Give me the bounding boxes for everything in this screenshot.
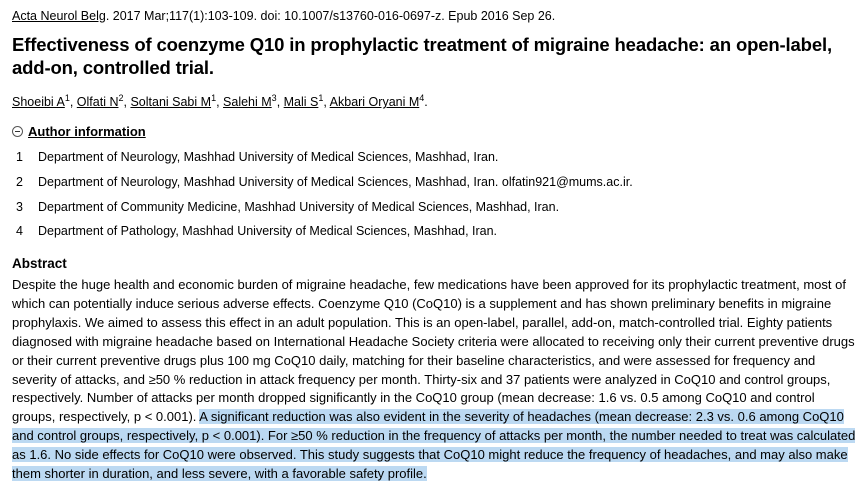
- affiliation-item: [12, 199, 857, 216]
- affiliation-list: [12, 149, 857, 241]
- author-separator: .: [424, 95, 428, 110]
- affiliation-text: Department of Community Medicine, Mashhad University of Medical Sciences, Mashhad, Iran.: [38, 199, 560, 214]
- affiliation-text: Department of Neurology, Mashhad University of Medical Sciences, Mashhad, Iran.: [38, 149, 499, 164]
- affiliation-item: [12, 174, 857, 191]
- author-list: [12, 92, 857, 112]
- journal-name[interactable]: Acta Neurol Belg: [12, 9, 106, 23]
- author-name[interactable]: Mali S: [283, 95, 319, 110]
- affiliation-item: [12, 223, 857, 240]
- affiliation-item: [12, 149, 857, 166]
- author-information-toggle[interactable]: [12, 124, 857, 139]
- author-affiliation-marker[interactable]: 1: [318, 93, 324, 104]
- affiliation-number: 4: [16, 224, 23, 239]
- author-information-label[interactable]: Author information: [28, 123, 146, 139]
- affiliation-number: 3: [16, 199, 23, 214]
- author-separator: ,: [69, 95, 77, 110]
- author-separator: ,: [123, 95, 131, 110]
- affiliation-text: Department of Pathology, Mashhad University of Medical Sciences, Mashhad, Iran.: [38, 224, 498, 239]
- author-affiliation-marker[interactable]: 1: [211, 93, 217, 104]
- author-name[interactable]: Soltani Sabi M: [130, 95, 212, 110]
- author-entry: [223, 95, 284, 109]
- abstract-body: [12, 276, 857, 483]
- minus-circle-icon[interactable]: [12, 126, 23, 137]
- abstract-text-plain: Despite the huge health and economic burden of migraine headache, few medications have been approved for its prophylactic treatment, most of which can potentially induce serious adverse effects. Coenzyme Q10 (CoQ10) is a supplement and has shown preliminary benefits in migraine prophylaxis. We aimed to assess this effect in an adult population. This is an open-label, parallel, add-on, match-controlled trial. Eighty patients diagnosed with migraine headache based on International Headache Society criteria were allocated to receiving only their current preventive drugs or their current preventive drugs plus 100 mg CoQ10 daily, matching for their baseline characteristics, and were assessed for frequency and severity of attacks, and ≥50 % reduction in attack frequency per month. Thirty-six and 37 patients were analyzed in CoQ10 and control groups, respectively. Number of attacks per month dropped significantly in the CoQ10 group (mean decrease: 1.6 vs. 0.5 among CoQ10 and control groups, respectively, p < 0.001).: [12, 277, 855, 425]
- author-entry: [12, 95, 77, 109]
- author-entry: [130, 95, 223, 109]
- citation-details: . 2017 Mar;117(1):103-109. doi: 10.1007/s13760-016-0697-z. Epub 2016 Sep 26.: [105, 9, 556, 23]
- author-name[interactable]: Olfati N: [76, 95, 119, 110]
- page-title: Effectiveness of coenzyme Q10 in prophylactic treatment of migraine headache: an open-label, add-on, controlled trial.: [12, 34, 832, 79]
- abstract-heading: Abstract: [12, 256, 67, 272]
- author-name[interactable]: Akbari Oryani M: [329, 95, 420, 110]
- author-entry: [284, 95, 330, 109]
- author-entry: [330, 95, 428, 109]
- author-separator: ,: [323, 95, 330, 110]
- abstract-text-highlighted: A significant reduction was also evident in the severity of headaches (mean decrease: 2.3 vs. 0.6 among CoQ10 and control groups, respectively, p < 0.001). For ≥50 % reduction in the frequency of attacks per month, the number needed to treat was calculated as 1.6. No side effects for CoQ10 were observed. This study suggests that CoQ10 might reduce the frequency of headaches, and may also make them shorter in duration, and less severe, with a favorable safety profile.: [12, 409, 856, 481]
- author-name[interactable]: Shoeibi A: [12, 95, 65, 110]
- author-separator: ,: [216, 95, 224, 110]
- author-affiliation-marker[interactable]: 3: [271, 93, 277, 104]
- author-name[interactable]: Salehi M: [223, 95, 272, 110]
- affiliation-text: Department of Neurology, Mashhad University of Medical Sciences, Mashhad, Iran. olfatin921@mums.ac.ir.: [38, 174, 633, 189]
- author-affiliation-marker[interactable]: 1: [64, 93, 70, 104]
- author-affiliation-marker[interactable]: 2: [118, 93, 124, 104]
- affiliation-number: 1: [16, 149, 23, 164]
- author-separator: ,: [276, 95, 284, 110]
- affiliation-number: 2: [16, 174, 23, 189]
- author-entry: [77, 95, 131, 109]
- citation-line: [12, 8, 857, 24]
- author-affiliation-marker[interactable]: 4: [419, 93, 425, 104]
